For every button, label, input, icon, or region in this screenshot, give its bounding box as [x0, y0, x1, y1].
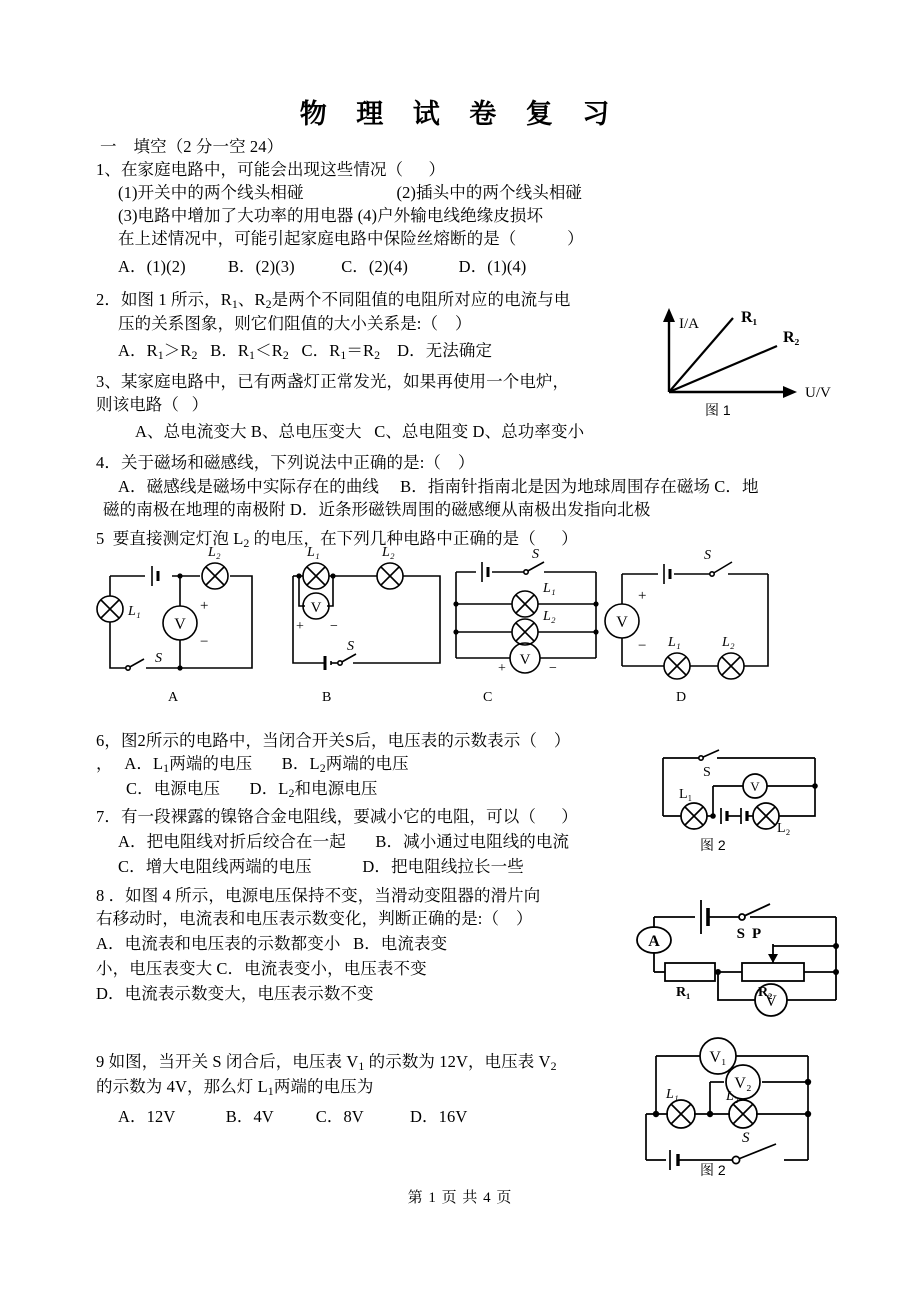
voltmeter-symbol: V	[616, 614, 628, 631]
ammeter-symbol: A	[648, 933, 660, 950]
switch-label: S	[703, 765, 711, 780]
q1-options: A．(1)(2) B．(2)(3) C．(2)(4) D．(1)(4)	[118, 257, 527, 276]
q4-stem: 4．关于磁场和磁感线，下列说法中正确的是:（ ）	[96, 453, 475, 472]
voltmeter-symbol: V	[765, 993, 777, 1010]
lamp-l2-label: L₂	[208, 545, 221, 560]
resistor-r1-label: P	[752, 926, 762, 942]
lamp-l1-label: L₁	[128, 604, 141, 619]
page-title: 物 理 试 卷 复 习	[299, 99, 621, 129]
q9-text-b: 的示数为 12V，电压表 V	[364, 1052, 551, 1071]
plus-terminal: +	[498, 661, 506, 676]
q8-option-line2: 小，电压表变大 C．电流表变小，电压表不变	[96, 959, 427, 978]
q6-options-1: ， A．$L_1$两端的电压 B．$L_2$两端的电压	[96, 754, 409, 775]
q2-stem-line2: 压的关系图象，则它们阻值的大小关系是:（ ）	[118, 314, 472, 333]
q6-stem: 6，图2所示的电路中，当闭合开关S后，电压表的示数表示（ ）	[96, 731, 571, 750]
q3-line2: 则该电路（ ）	[96, 395, 209, 414]
q1-item-3: 在上述情况中，可能引起家庭电路中保险丝熔断的是（ ）	[118, 229, 584, 248]
figure-1-caption: 图 1	[705, 402, 731, 418]
figure-9-caption: 图 2	[700, 1162, 726, 1178]
q2-options: A．$R_1>R_2$ B．$R_1<R_2$ C．$R_1=R_2$ D．无法确定	[118, 341, 493, 362]
circuit-diagram-a	[100, 545, 260, 683]
q6-opt2-b: 和电源电压	[294, 779, 378, 798]
voltmeter-v1-symbol: V₁	[709, 1049, 727, 1066]
q6-options-2: C．电源电压 D．$L_2$和电源电压	[126, 779, 378, 800]
minus-terminal: −	[638, 638, 647, 654]
q5-stem: 5 要直接测定灯泡 $L_2$ 的电压，在下列几种电路中正确的是（ ）	[96, 529, 578, 550]
voltmeter-symbol: V	[750, 779, 760, 794]
figure-4-circuit	[640, 890, 870, 1025]
q2-opt-g: D．无法确定	[380, 341, 493, 360]
voltmeter-symbol: V	[519, 652, 531, 668]
q6-opt1-c: 两端的电压	[325, 754, 409, 773]
q9-line2: 的示数为 4V，那么灯 $L_1$两端的电压为	[96, 1077, 374, 1098]
q2-text-b: 、R	[237, 290, 266, 309]
q7-stem: 7．有一段裸露的镍铬合金电阻线，要减小它的电阻，可以（ ）	[96, 807, 578, 826]
q4-opt-line2: 磁的南极在地理的南极附 D．近条形磁铁周围的磁感缏从南极出发指向北极	[103, 500, 651, 519]
q1-stem: 1、在家庭电路中，可能会出现这些情况（ ）	[96, 160, 446, 179]
plus-terminal: +	[200, 598, 209, 614]
q9-text-c: 的示数为 4V，那么灯 L	[96, 1077, 268, 1096]
q2-opt-e: C．R	[288, 341, 341, 360]
switch-label: S	[742, 1130, 750, 1146]
q6-opt1-b: 两端的电压 B．L	[169, 754, 320, 773]
q7-option-1: A．把电阻线对折后绞合在一起 B．减小通过电阻线的电流	[118, 832, 570, 851]
minus-terminal: −	[200, 634, 209, 650]
q1-item-2: (3)电路中增加了大功率的用电器 (4)户外输电线绝缘皮损坏	[118, 206, 544, 225]
lamp-l1-label: L₁	[679, 787, 693, 802]
x-axis-label: U/V	[805, 385, 831, 401]
q8-line2: 右移动时，电流表和电压表示数变化，判断正确的是:（ ）	[96, 909, 533, 928]
circuit-diagram-b	[285, 545, 450, 683]
minus-terminal: −	[549, 661, 557, 676]
q5-stem-a: 5 要直接测定灯泡 L	[96, 529, 244, 548]
line-r2-label: R₂	[783, 329, 800, 346]
q2-opt-d: ＜R	[255, 341, 283, 360]
q9-text-d: 两端的电压为	[273, 1077, 374, 1096]
switch-label: S	[347, 639, 354, 654]
q2-stem-line1: 2．如图 1 所示，$R_1$、$R_2$是两个不同阻值的电阻所对应的电流与电	[96, 290, 571, 311]
q2-text-c: 是两个不同阻值的电阻所对应的电流与电	[271, 290, 571, 309]
lamp-l2-label: L₂	[543, 609, 556, 624]
lamp-l1-label: L₁	[543, 581, 556, 596]
q1-item-1: (1)开关中的两个线头相碰 (2)插头中的两个线头相碰	[118, 183, 583, 202]
circuit-a-letter: A	[168, 690, 179, 705]
switch-label: S	[155, 651, 162, 666]
y-axis-label: I/A	[679, 316, 699, 332]
figure-2-caption: 图 2	[700, 837, 726, 853]
switch-label: S	[736, 926, 745, 942]
figure-2-circuit	[655, 748, 840, 853]
circuit-diagram-c	[448, 547, 608, 683]
lamp-l1-label: L₁	[668, 635, 681, 650]
section-heading: 一 填空（2 分一空 24）	[100, 137, 284, 156]
resistor-r2-name: R₂	[758, 985, 773, 1000]
lamp-l2-label: L₂	[382, 545, 395, 560]
q8-line1: 8 ．如图 4 所示，电源电压保持不变，当滑动变阻器的滑片向	[96, 886, 541, 905]
q2-text-a: 2．如图 1 所示，R	[96, 290, 232, 309]
lamp-l1-label: L₁	[666, 1087, 679, 1102]
lamp-l2-label: L₂	[722, 635, 735, 650]
q4-opt-line1: A．磁感线是磁场中实际存在的曲线 B．指南针指南北是因为地球周围存在磁场 C．地	[118, 477, 759, 496]
q2-opt-f: ＝R	[346, 341, 375, 360]
circuit-b-letter: B	[322, 690, 332, 705]
voltmeter-symbol: V	[174, 616, 186, 633]
q2-opt-b: ＞R	[163, 341, 192, 360]
switch-label: S	[532, 547, 539, 562]
minus-terminal: −	[330, 619, 338, 634]
figure-9-circuit	[638, 1036, 868, 1196]
q9-text-a: 9 如图，当开关 S 闭合后，电压表 V	[96, 1052, 359, 1071]
q6-opt1-a: ， A．L	[96, 754, 164, 773]
lamp-l2-label: L₂	[777, 821, 791, 836]
switch-label: S	[704, 548, 711, 563]
page-footer: 第 1 页 共 4 页	[407, 1190, 513, 1206]
lamp-l2-label: L₂	[726, 1089, 739, 1104]
q6-opt2-a: C．电源电压 D．L	[126, 779, 289, 798]
plus-terminal: +	[296, 619, 304, 634]
q7-option-2: C．增大电阻线两端的电压 D．把电阻线拉长一些	[118, 857, 524, 876]
q5-stem-b: 的电压，在下列几种电路中正确的是（ ）	[249, 529, 578, 548]
resistor-r1-name: R₁	[676, 985, 691, 1000]
q9-options: A．12V B．4V C．8V D．16V	[118, 1107, 468, 1126]
line-r1-label: R₁	[741, 309, 758, 326]
plus-terminal: +	[638, 588, 647, 604]
q2-opt-c: B．R	[197, 341, 250, 360]
figure-1-graph	[655, 300, 855, 410]
lamp-l1-label: L₁	[307, 545, 320, 560]
circuit-c-letter: C	[483, 690, 493, 705]
q9-line1: 9 如图，当开关 S 闭合后，电压表 $V_1$ 的示数为 12V，电压表 $V_2$	[96, 1052, 557, 1073]
q8-option-line3: D．电流表示数变大，电压表示数不变	[96, 984, 374, 1003]
q8-option-line1: A．电流表和电压表的示数都变小 B．电流表变	[96, 934, 448, 953]
voltmeter-symbol: V	[310, 600, 322, 616]
q2-opt-a: A．R	[118, 341, 158, 360]
voltmeter-v2-symbol: V₂	[734, 1075, 752, 1092]
q3-line1: 3、某家庭电路中，已有两盏灯正常发光，如果再使用一个电炉，	[96, 372, 570, 391]
circuit-d-letter: D	[676, 690, 687, 705]
q3-options: A、总电流变大 B、总电压变大 C、总电阻变 D、总功率变小	[135, 422, 585, 441]
circuit-diagram-d	[608, 548, 783, 683]
